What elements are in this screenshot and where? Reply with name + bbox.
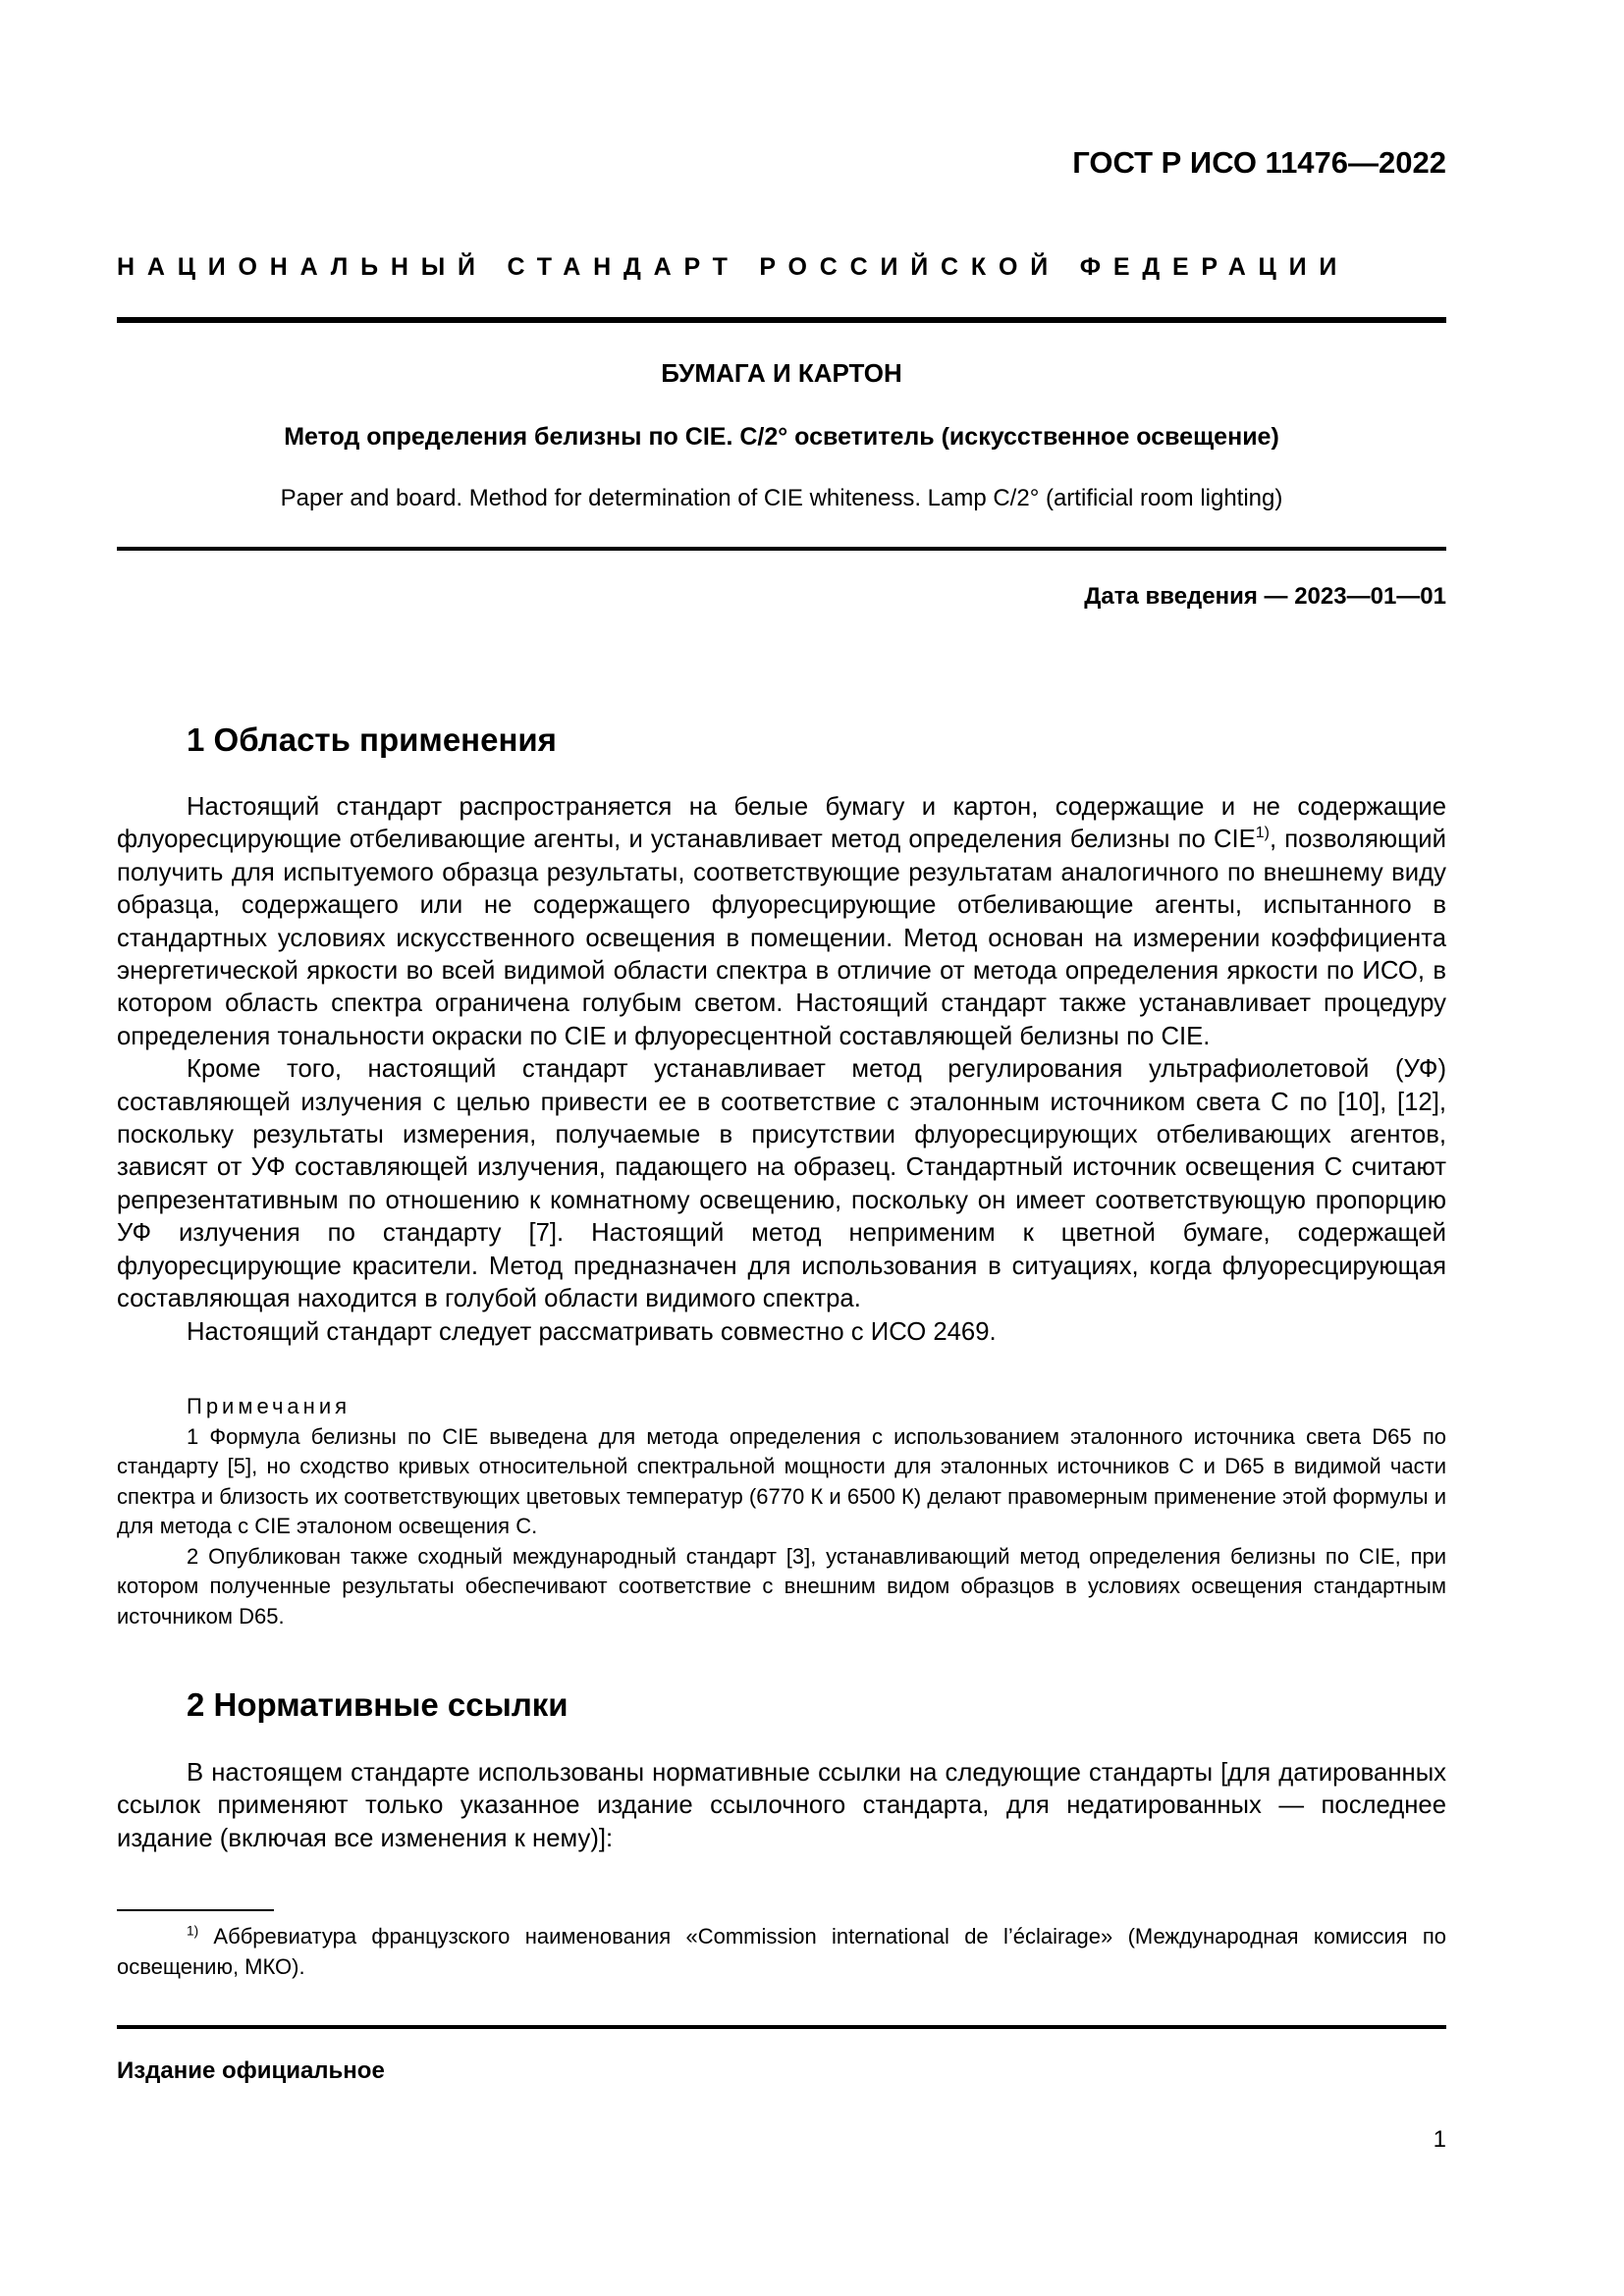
bottom-divider [117, 2025, 1446, 2029]
footnote [117, 1922, 1446, 1982]
footnote-text: Аббревиатура французского наименования «Commission international de l’éclairage» (Международная комиссия по освещению, МКО). [117, 1924, 1446, 1979]
paragraph: Кроме того, настоящий стандарт устанавливает метод регулирования ультрафиолетовой (УФ) составляющей излучения с целью привести ее в соответствие с эталонным источником света C по [10], [12], поскольку результаты измерения, получаемые в присутствии флуоресцирующих отбеливающих агентов, зависят от УФ составляющей излучения, падающего на образец. Стандартный источник освещения C считают репрезентативным по отношению к комнатному освещению, поскольку он имеет соответствующую пропорцию УФ излучения по стандарту [7]. Настоящий метод неприменим к цветной бумаге, содержащей флуоресцирующие красители. Метод предназначен для использования в ситуациях, когда флуоресцирующая составляющая находится в голубой области видимого спектра. [117, 1055, 1446, 1313]
paragraph-text: , позволяющий получить для испытуемого образца результаты, соответствующие результатам аналогичного по внешнему виду образца, содержащего или не содержащего флуоресцирующие отбеливающие агенты, испытанного в стандартных условиях искусственного освещения в помещении. Метод основан на измерении коэффициента энергетической яркости во всей видимой области спектра в отличие от метода определения яркости по ИСО, в котором область спектра ограничена голубым светом. Настоящий стандарт также устанавливает процедуру определения тональности окраски по CIE и флуоресцентной составляющей белизны по CIE. [117, 826, 1446, 1050]
page-number: 1 [1433, 2126, 1446, 2153]
note-item: 1 Формула белизны по CIE выведена для метода определения с использованием эталонного источника света D65 по стандарту [5], но сходство кривых относительной спектральной мощности для эталонных источников C и D65 в видимой части спектра и близость их соответствующих цветовых температур (6770 К и 6500 К) делают правомерным применение этой формулы и для метода с CIE эталоном освещения C. [117, 1423, 1446, 1538]
footnote-marker: 1) [187, 1923, 199, 1939]
footnote-reference: 1) [1255, 825, 1270, 842]
notes-block [117, 1392, 1446, 1631]
top-divider [117, 317, 1446, 323]
section-1-body [117, 791, 1446, 1349]
footnote-divider [117, 1909, 274, 1911]
paragraph-text: Настоящий стандарт распространяется на белые бумагу и картон, содержащие и не содержащие флуоресцирующие отбеливающие агенты, и устанавливает метод определения белизны по CIE [117, 793, 1446, 854]
paragraph: В настоящем стандарте использованы нормативные ссылки на следующие стандарты [для датированных ссылок применяют только указанное издание ссылочного стандарта, для недатированных — последнее издание (включая все изменения к нему)]: [117, 1759, 1446, 1852]
document-title-english: Paper and board. Method for determination of CIE whiteness. Lamp C/2° (artificial room lighting) [280, 485, 1283, 511]
document-title: БУМАГА И КАРТОН [661, 358, 902, 388]
note-item: 2 Опубликован также сходный международный стандарт [3], устанавливающий метод определения белизны по CIE, при котором полученные результаты обеспечивают соответствие с внешним видом образцов в условиях освещения стандартным источником D65. [117, 1543, 1446, 1629]
section-2-body [117, 1757, 1446, 1855]
title-divider [117, 547, 1446, 551]
paragraph [117, 791, 1446, 1053]
document-code: ГОСТ Р ИСО 11476—2022 [1072, 145, 1446, 180]
paragraph: Настоящий стандарт следует рассматривать совместно с ИСО 2469. [187, 1317, 997, 1346]
document-subtitle: Метод определения белизны по CIE. C/2° осветитель (искусственное освещение) [284, 423, 1279, 451]
national-standard-label: НАЦИОНАЛЬНЫЙ СТАНДАРТ РОССИЙСКОЙ ФЕДЕРАЦИИ [117, 253, 1350, 281]
introduction-date: Дата введения — 2023—01—01 [1084, 583, 1446, 610]
section-1-heading: 1 Область применения [187, 721, 557, 758]
edition-label: Издание официальное [117, 2057, 385, 2084]
notes-title: Примечания [187, 1394, 352, 1418]
section-2-heading: 2 Нормативные ссылки [187, 1686, 568, 1723]
